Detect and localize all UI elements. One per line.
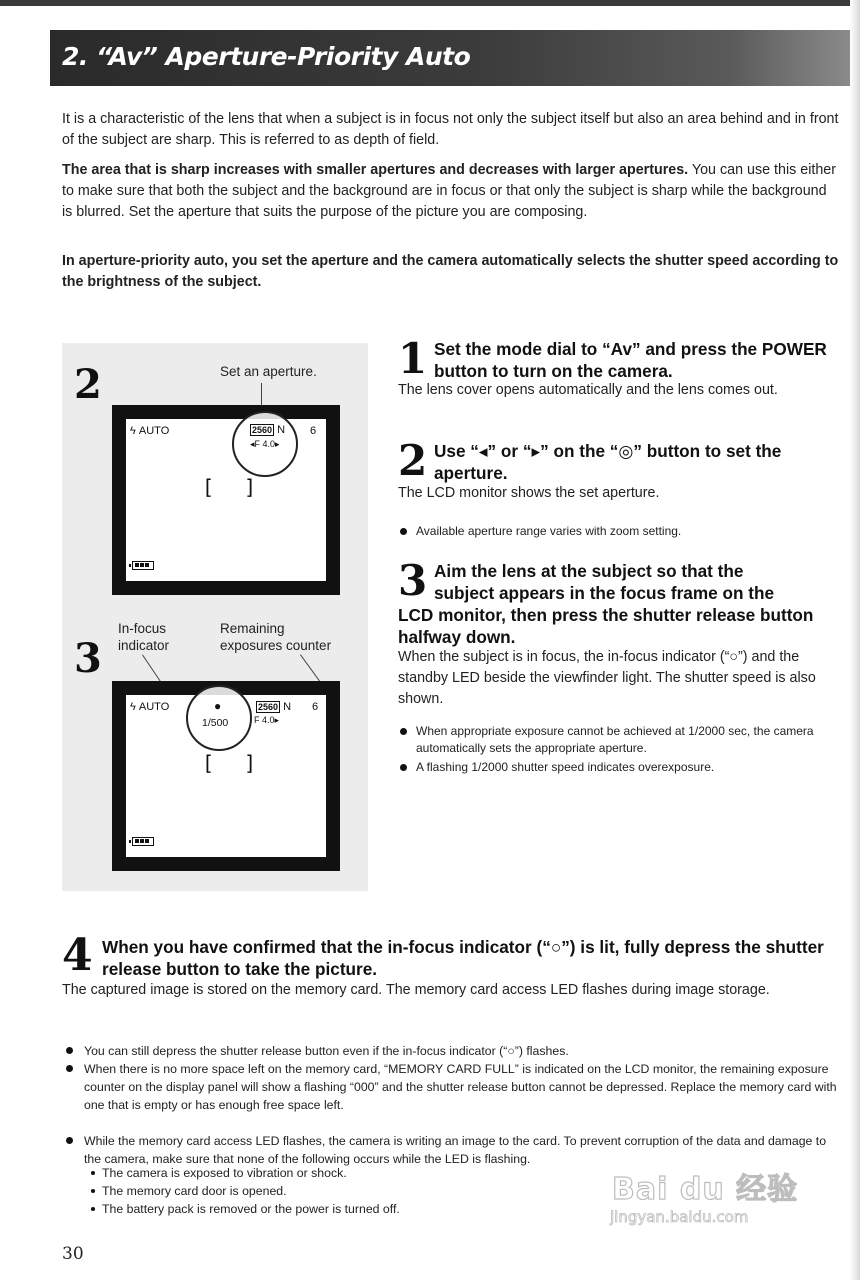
lcd2-aperture-value: F 4.0▸ — [254, 715, 280, 725]
step-3-number: 3 — [398, 556, 428, 605]
section-header — [50, 30, 850, 86]
illustration-panel — [62, 343, 368, 891]
callout-remaining-exposures: Remaining exposures counter — [220, 621, 332, 653]
step-4-bullet-2: When there is no more space left on the memory card, “MEMORY CARD FULL” is indicated on the LCD monitor, the remaining exposure counter on the display panel will show a flashing “000” and the shutter release button cannot be depressed. Replace the memory card with one that is empty or has enough free space left. — [62, 1060, 840, 1114]
intro-paragraph-1: It is a characteristic of the lens that when a subject is in focus not only the subject itself but also an area behind and in front of the subject are sharp. This is referred to as depth of field. — [62, 111, 839, 148]
step-3-title-continued: LCD monitor, then press the shutter release button halfway down. — [398, 605, 814, 647]
intro-paragraph-2 — [62, 160, 840, 223]
flash-icon: ϟ — [130, 701, 136, 713]
step-2-bullet-1: Available aperture range varies with zoom setting. — [398, 523, 838, 540]
lcd2-infocus-indicator: ● — [214, 699, 222, 713]
step-2-body: The LCD monitor shows the set aperture. — [398, 485, 660, 501]
lcd1-battery-icon — [132, 561, 154, 570]
step-3-bullet-1: When appropriate exposure cannot be achieved at 1/2000 sec, the camera automatically sets the appropriate aperture. — [398, 723, 838, 757]
lcd2-shutter-speed: 1/500 — [202, 717, 229, 729]
page-right-edge — [850, 0, 860, 1280]
step-1-title: Set the mode dial to “Av” and press the POWER button to turn on the camera. — [434, 339, 827, 381]
step-4-sub-bullet-1: The camera is exposed to vibration or shock. — [90, 1164, 347, 1182]
step-4-bullet-3: While the memory card access LED flashes, the camera is writing an image to the card. To prevent corruption of the data and damage to the camera, make sure that none of the following occurs while the LED is flashing. — [62, 1132, 840, 1168]
step-4-sub-bullet-3: The battery pack is removed or the power is turned off. — [90, 1200, 400, 1218]
step-4-body: The captured image is stored on the memory card. The memory card access LED flashes during image storage. — [62, 982, 770, 998]
illustration-step-2-number: 2 — [74, 361, 102, 408]
lcd2-battery-icon — [132, 837, 154, 846]
watermark-url: jingyan.baidu.com — [610, 1208, 749, 1226]
step-4-number: 4 — [62, 930, 93, 981]
baidu-watermark — [606, 1162, 826, 1242]
step-2-number: 2 — [398, 436, 428, 485]
lcd2-framecount: 2560 N — [258, 701, 292, 713]
lcd1-zoom: 6 — [310, 425, 317, 437]
step-2-title: Use “◂” or “▸” on the “◎” button to set the aperture. — [434, 441, 782, 483]
lcd1-aperture-value: ◂F 4.0▸ — [250, 439, 280, 449]
intro-paragraph-3: In aperture-priority auto, you set the aperture and the camera automatically selects the shutter speed according to the brightness of the subject. — [62, 253, 839, 290]
step-2 — [398, 436, 838, 540]
step-4-bullet-1: You can still depress the shutter release button even if the in-focus indicator (“○”) flashes. — [62, 1042, 840, 1060]
step-1-number: 1 — [398, 334, 428, 383]
callout-set-aperture: Set an aperture. — [220, 364, 317, 379]
step-3-bullet-2: A flashing 1/2000 shutter speed indicates overexposure. — [398, 759, 838, 776]
page-number: 30 — [62, 1244, 84, 1264]
step-1-body: The lens cover opens automatically and the lens comes out. — [398, 382, 778, 398]
lcd1-flash: ϟ AUTO — [130, 425, 170, 437]
page-top-edge — [0, 0, 860, 6]
lcd1-focus-bracket-right: ] — [244, 475, 257, 499]
intro-paragraph-2-text: You can use this either to make sure that both the subject and the background are in focus or that only the subject is sharp while the background is blurred. Set the aperture that suits the purpose of the picture you are composing. — [62, 162, 837, 220]
step-3 — [398, 556, 838, 780]
lcd2-zoom: 6 — [312, 701, 319, 713]
lcd2-focus-bracket-left: [ — [202, 751, 215, 775]
lcd2-flash: ϟ AUTO — [130, 701, 170, 713]
intro-paragraph-2-bold: The area that is sharp increases with smaller apertures and decreases with larger apertures. — [62, 162, 689, 178]
watermark-logo-text: Bai du 经验 — [612, 1172, 799, 1207]
lcd1-framecount: 2560 N — [252, 424, 286, 436]
lcd2-focus-bracket-right: ] — [244, 751, 257, 775]
step-1 — [398, 334, 838, 428]
callout-infocus-indicator: In-focus indicator — [118, 621, 170, 653]
page-title: 2. “Av” Aperture-Priority Auto — [62, 42, 471, 71]
flash-icon: ϟ — [130, 425, 136, 437]
step-4-title: When you have confirmed that the in-focus indicator (“○”) is lit, fully depress the shutter release button to take the picture. — [102, 937, 824, 979]
lcd-monitor-focus — [112, 681, 340, 871]
step-3-body: When the subject is in focus, the in-focus indicator (“○”) and the standby LED beside the viewfinder light. The shutter speed is also shown. — [398, 649, 816, 707]
step-4-sub-bullet-2: The memory card door is opened. — [90, 1182, 287, 1200]
illustration-step-3-number: 3 — [74, 635, 102, 682]
step-3-title: Aim the lens at the subject so that the subject appears in the focus frame on the — [434, 561, 775, 603]
lcd1-focus-bracket-left: [ — [202, 475, 215, 499]
lcd-monitor-aperture — [112, 405, 340, 595]
